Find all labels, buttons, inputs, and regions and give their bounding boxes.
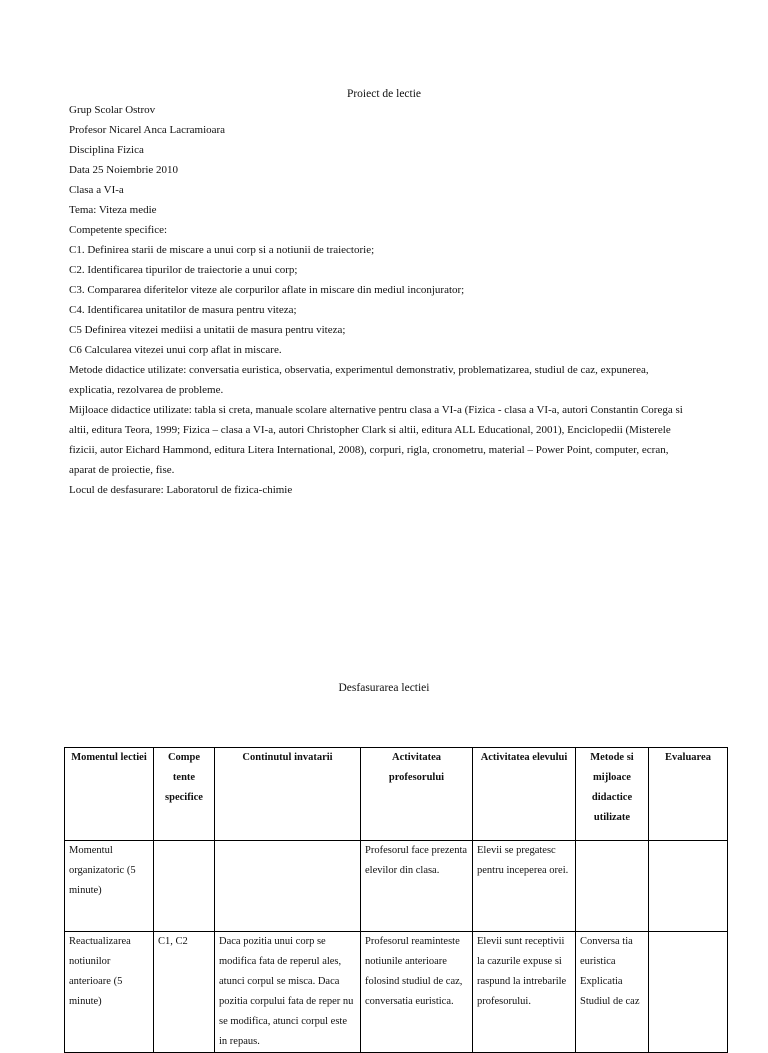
locul-line: Locul de desfasurare: Laboratorul de fizica-chimie (69, 484, 293, 496)
detail-line: Clasa a VI-a (69, 184, 124, 196)
table-cell: Conversa tia euristica Explicatia Studiul de caz (576, 932, 649, 1053)
detail-line: C4. Identificarea unitatilor de masura pentru viteza; (69, 304, 297, 316)
table-cell: Elevii sunt receptivii la cazurile expuse si raspund la intrebarile profesorului. (473, 932, 576, 1053)
column-header: Metode si mijloace didactice utilizate (576, 748, 649, 841)
detail-line: Disciplina Fizica (69, 144, 144, 156)
section-title: Desfasurarea lectiei (338, 682, 430, 694)
table-cell (649, 932, 728, 1053)
table-header-row (65, 748, 728, 841)
detail-line: Data 25 Noiembrie 2010 (69, 164, 179, 176)
table-row (65, 841, 728, 932)
document-title: Proiect de lectie (346, 88, 422, 100)
detail-line: Profesor Nicarel Anca Lacramioara (69, 124, 226, 136)
detail-line: Competente specifice: (69, 224, 168, 236)
detail-line: Tema: Viteza medie (69, 204, 157, 216)
detail-line: C3. Compararea diferitelor viteze ale corpurilor aflate in miscare din mediul inconjurator; (69, 284, 465, 296)
table-cell (154, 841, 215, 932)
column-header: Momentul lectiei (65, 748, 154, 841)
column-header: Compe tente specifice (154, 748, 215, 841)
detail-line: C2. Identificarea tipurilor de traiectorie a unui corp; (69, 264, 298, 276)
column-header: Evaluarea (649, 748, 728, 841)
detail-line: Grup Scolar Ostrov (69, 104, 156, 116)
table-cell: Momentul organizatoric (5 minute) (65, 841, 154, 932)
column-header: Activitatea profesorului (361, 748, 473, 841)
table-cell: Profesorul face prezenta elevilor din clasa. (361, 841, 473, 932)
table-cell (649, 841, 728, 932)
table-cell: Elevii se pregatesc pentru inceperea orei. (473, 841, 576, 932)
detail-line: C1. Definirea starii de miscare a unui corp si a notiunii de traiectorie; (69, 244, 375, 256)
table-cell: Reactualizarea notiunilor anterioare (5 minute) (65, 932, 154, 1053)
lesson-table (64, 747, 728, 1053)
table-cell: Daca pozitia unui corp se modifica fata de reperul ales, atunci corpul se misca. Daca pozitia corpului fata de reper nu se modifica, atunci corpul este in repaus. (215, 932, 361, 1053)
column-header: Continutul invatarii (215, 748, 361, 841)
column-header: Activitatea elevului (473, 748, 576, 841)
table-row (65, 932, 728, 1053)
lesson-details (69, 100, 689, 500)
mijloace-paragraph: Mijloace didactice utilizate: tabla si creta, manuale scolare alternative pentru clasa a VI-a (Fizica - clasa a VI-a, autori Constantin Corega si altii, editura Teora, 1999; Fizica – clasa a VI-a, autori Christopher Clark si altii, editura ALL Educational, 2001), Enciclopedii (Misterele fizicii, autor Eichard Hammond, editura Litera International, 2008), corpuri, rigla, cronometru, material – Power Point, computer, ecran, aparat de proiectie, fise. (69, 404, 683, 476)
metode-paragraph: Metode didactice utilizate: conversatia euristica, observatia, experimentul demonstrativ, problematizarea, studiul de caz, expunerea, explicatia, rezolvarea de probleme. (69, 364, 649, 396)
table-cell (215, 841, 361, 932)
detail-line: C5 Definirea vitezei mediisi a unitatii de masura pentru viteza; (69, 324, 346, 336)
table-cell: C1, C2 (154, 932, 215, 1053)
table-cell: Profesorul reaminteste notiunile anterioare folosind studiul de caz, conversatia euristica. (361, 932, 473, 1053)
detail-line: C6 Calcularea vitezei unui corp aflat in miscare. (69, 344, 282, 356)
table-cell (576, 841, 649, 932)
